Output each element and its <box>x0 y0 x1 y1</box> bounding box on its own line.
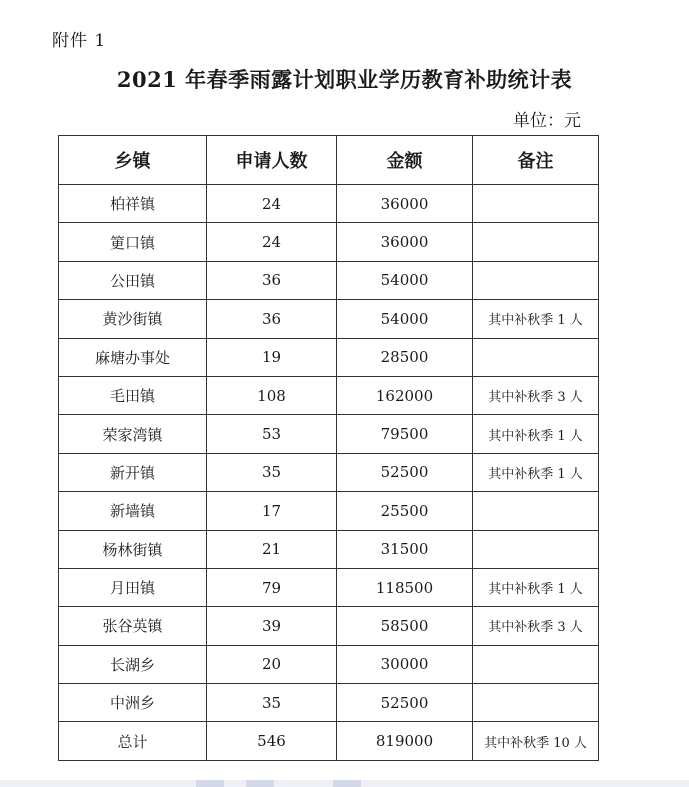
total-label-cell: 总计 <box>59 722 207 760</box>
attachment-label: 附件 1 <box>52 31 107 51</box>
note-cell <box>473 530 599 568</box>
table-header-row <box>59 136 599 185</box>
total-row <box>59 722 599 760</box>
amount-cell: 36000 <box>337 185 473 223</box>
table-row <box>59 376 599 414</box>
column-header-count: 申请人数 <box>207 136 337 185</box>
column-header-town: 乡镇 <box>59 136 207 185</box>
table-row <box>59 607 599 645</box>
viewer-bottom-strip <box>0 780 689 787</box>
table-row <box>59 530 599 568</box>
amount-cell: 79500 <box>337 415 473 453</box>
table-row <box>59 261 599 299</box>
note-cell: 其中补秋季 1 人 <box>473 453 599 491</box>
town-cell: 柏祥镇 <box>59 185 207 223</box>
note-cell <box>473 185 599 223</box>
count-cell: 39 <box>207 607 337 645</box>
amount-cell: 52500 <box>337 453 473 491</box>
note-cell <box>473 492 599 530</box>
town-cell: 新墙镇 <box>59 492 207 530</box>
viewer-strip-segment <box>196 780 224 787</box>
town-cell: 新开镇 <box>59 453 207 491</box>
page-title: 2021 年春季雨露计划职业学历教育补助统计表 <box>116 67 573 92</box>
table-row <box>59 684 599 722</box>
town-cell: 中洲乡 <box>59 684 207 722</box>
table-row <box>59 185 599 223</box>
note-cell <box>473 684 599 722</box>
count-cell: 24 <box>207 185 337 223</box>
town-cell: 张谷英镇 <box>59 607 207 645</box>
amount-cell: 58500 <box>337 607 473 645</box>
note-cell: 其中补秋季 1 人 <box>473 415 599 453</box>
count-cell: 53 <box>207 415 337 453</box>
count-cell: 35 <box>207 453 337 491</box>
amount-cell: 52500 <box>337 684 473 722</box>
note-cell <box>473 223 599 261</box>
table-row <box>59 223 599 261</box>
total-count-cell: 546 <box>207 722 337 760</box>
amount-cell: 30000 <box>337 645 473 683</box>
amount-cell: 54000 <box>337 261 473 299</box>
count-cell: 36 <box>207 300 337 338</box>
table-row <box>59 338 599 376</box>
count-cell: 19 <box>207 338 337 376</box>
amount-cell: 25500 <box>337 492 473 530</box>
note-cell: 其中补秋季 1 人 <box>473 568 599 606</box>
table-row <box>59 645 599 683</box>
unit-label: 单位：元 <box>513 111 581 131</box>
table-row <box>59 568 599 606</box>
note-cell <box>473 261 599 299</box>
town-cell: 麻塘办事处 <box>59 338 207 376</box>
note-cell: 其中补秋季 1 人 <box>473 300 599 338</box>
note-cell: 其中补秋季 3 人 <box>473 607 599 645</box>
viewer-strip-segment <box>333 780 361 787</box>
note-cell <box>473 338 599 376</box>
count-cell: 20 <box>207 645 337 683</box>
amount-cell: 36000 <box>337 223 473 261</box>
town-cell: 公田镇 <box>59 261 207 299</box>
amount-cell: 118500 <box>337 568 473 606</box>
total-note-cell: 其中补秋季 10 人 <box>473 722 599 760</box>
count-cell: 17 <box>207 492 337 530</box>
amount-cell: 162000 <box>337 376 473 414</box>
town-cell: 毛田镇 <box>59 376 207 414</box>
count-cell: 79 <box>207 568 337 606</box>
count-cell: 35 <box>207 684 337 722</box>
town-cell: 筻口镇 <box>59 223 207 261</box>
count-cell: 24 <box>207 223 337 261</box>
table-row <box>59 300 599 338</box>
table-row <box>59 415 599 453</box>
town-cell: 荣家湾镇 <box>59 415 207 453</box>
total-amount-cell: 819000 <box>337 722 473 760</box>
table-row <box>59 453 599 491</box>
count-cell: 21 <box>207 530 337 568</box>
viewer-strip-segment <box>246 780 274 787</box>
note-cell <box>473 645 599 683</box>
note-cell: 其中补秋季 3 人 <box>473 376 599 414</box>
column-header-note: 备注 <box>473 136 599 185</box>
table-row <box>59 492 599 530</box>
amount-cell: 31500 <box>337 530 473 568</box>
town-cell: 长湖乡 <box>59 645 207 683</box>
column-header-amount: 金额 <box>337 136 473 185</box>
count-cell: 36 <box>207 261 337 299</box>
amount-cell: 54000 <box>337 300 473 338</box>
town-cell: 月田镇 <box>59 568 207 606</box>
subsidy-table <box>58 135 599 761</box>
town-cell: 杨林街镇 <box>59 530 207 568</box>
amount-cell: 28500 <box>337 338 473 376</box>
town-cell: 黄沙街镇 <box>59 300 207 338</box>
count-cell: 108 <box>207 376 337 414</box>
